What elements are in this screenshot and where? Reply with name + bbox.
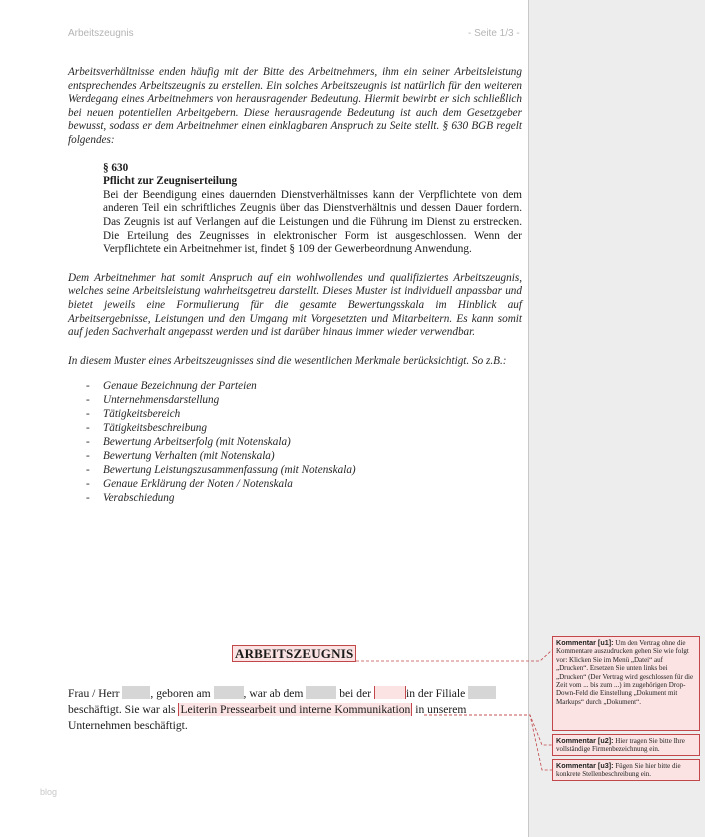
list-item: - Unternehmensdarstellung: [86, 394, 220, 407]
birthdate-placeholder[interactable]: [214, 686, 244, 699]
list-item: - Verabschiedung: [86, 491, 175, 504]
law-heading: Pflicht zur Zeugniserteilung: [103, 175, 238, 188]
intro-paragraph: Arbeitsverhältnisse enden häufig mit der Bitte des Arbeitnehmers, ihm ein seiner Arbeitsleistung entsprechendes Arbeitszeugnis zu erstellen. Ein solches Arbeitszeugnis ist natürlich für den weiteren Werdegang eines Arbeitnehmers von herausragender Bedeutung. Hiermit bewirbt er sich schließlich bei neuen potentiellen Arbeitgebern. Diese herausragende Bedeutung ist auch dem Gesetzgeber bewusst, sodass er dem Arbeitnehmer einen einklagbaren Anspruch zu Seite stellt. § 630 BGB regelt folgendes:: [68, 66, 522, 146]
law-section: § 630: [103, 161, 129, 174]
document-body: [68, 66, 522, 505]
law-quote: [103, 162, 522, 257]
letter-text: in der Filiale: [406, 687, 466, 700]
comment-label: Kommentar [u3]:: [556, 761, 614, 770]
comment-u1[interactable]: [552, 636, 700, 731]
comment-u2[interactable]: [552, 734, 700, 756]
list-item: - Tätigkeitsbeschreibung: [86, 422, 207, 434]
comment-text: Hier tragen Sie bitte Ihre vollständige Firmenbezeichnung ein.: [556, 737, 685, 754]
job-title-field[interactable]: Leiterin Pressearbeit und interne Kommunikation: [180, 703, 411, 716]
name-placeholder[interactable]: [122, 686, 150, 699]
paragraph-3: In diesem Muster eines Arbeitszeugnisses sind die wesentlichen Merkmale berücksichtigt. So z.B.:: [68, 354, 507, 367]
list-item: - Tätigkeitsbereich: [86, 408, 181, 421]
letter-text: beschäftigt. Sie war als: [68, 703, 176, 716]
letter-text: in unserem Unternehmen beschäftigt.: [68, 703, 467, 732]
list-item: - Genaue Bezeichnung der Parteien: [86, 380, 257, 393]
branch-placeholder[interactable]: [468, 686, 496, 699]
start-date-placeholder[interactable]: [306, 686, 336, 699]
comment-label: Kommentar [u2]:: [556, 736, 614, 745]
list-item: - Bewertung Verhalten (mit Notenskala): [86, 449, 275, 462]
letter-title[interactable]: ARBEITSZEUGNIS: [232, 645, 356, 662]
comment-text: Fügen Sie hier bitte die konkrete Stellenbeschreibung ein.: [556, 762, 681, 779]
list-item: - Bewertung Arbeitserfolg (mit Notenskala): [86, 435, 291, 448]
paragraph-2: Dem Arbeitnehmer hat somit Anspruch auf ein wohlwollendes und qualifiziertes Arbeitszeugnis, welches seine Arbeitsleistung wahrheitsgetreu darstellt. Dieses Muster ist individuell anpassbar und bietet jeweils eine Formulierung für die gesamte Bewertungsskala im Hinblick auf Arbeitsergebnisse, Leistungen und den Umgang mit Vorgesetzten und Mitarbeitern. Es kann somit auf jeden Sachverhalt angepasst werden und ist darüber hinaus immer wieder verwendbar.: [68, 271, 522, 339]
letter-text: , geboren am: [150, 687, 211, 700]
letter-body: [68, 686, 522, 734]
letter-text: Frau / Herr: [68, 687, 120, 700]
footer-watermark: blog: [40, 787, 58, 797]
letter-text: , war ab dem: [243, 687, 304, 700]
list-item: - Bewertung Leistungszusammenfassung (mit Notenskala): [86, 463, 356, 476]
comment-label: Kommentar [u1]:: [556, 638, 614, 647]
page-header-title: Arbeitszeugnis: [68, 28, 134, 39]
list-item: - Genaue Erklärung der Noten / Notenskala: [86, 477, 293, 490]
comment-u3[interactable]: [552, 759, 700, 781]
company-placeholder[interactable]: [374, 686, 406, 699]
law-text: Bei der Beendigung eines dauernden Dienstverhältnisses kann der Verpflichtete von dem anderen Teil ein schriftliches Zeugnis über das Dienstverhältnis und dessen Dauer fordern. Das Zeugnis ist auf Verlangen auf die Leistungen und die Führung im Dienst zu erstrecken. Die Erteilung des Zeugnisses in elektronischer Form ist ausgeschlossen. Wenn der Verpflichtete ein Arbeitnehmer ist, findet § 109 der Gewerbeordnung Anwendung.: [103, 188, 522, 256]
comment-text: Um den Vertrag ohne die Kommentare auszudrucken gehen Sie wie folgt vor: Klicken Sie im Menü „Datei“ auf „Drucken“. Ersetzen Sie unten links bei „Drucken“ (Der Vertrag wird geschlossen für die Zeit vom ... bis zum ...) im zugehörigen Drop-Down-Feld die Einstellung „Dokument mit Markups“ durch „Dokument“.: [556, 639, 694, 706]
feature-list: [86, 380, 522, 505]
letter-text: bei der: [339, 687, 372, 700]
page-header-number: - Seite 1/3 -: [468, 28, 520, 39]
